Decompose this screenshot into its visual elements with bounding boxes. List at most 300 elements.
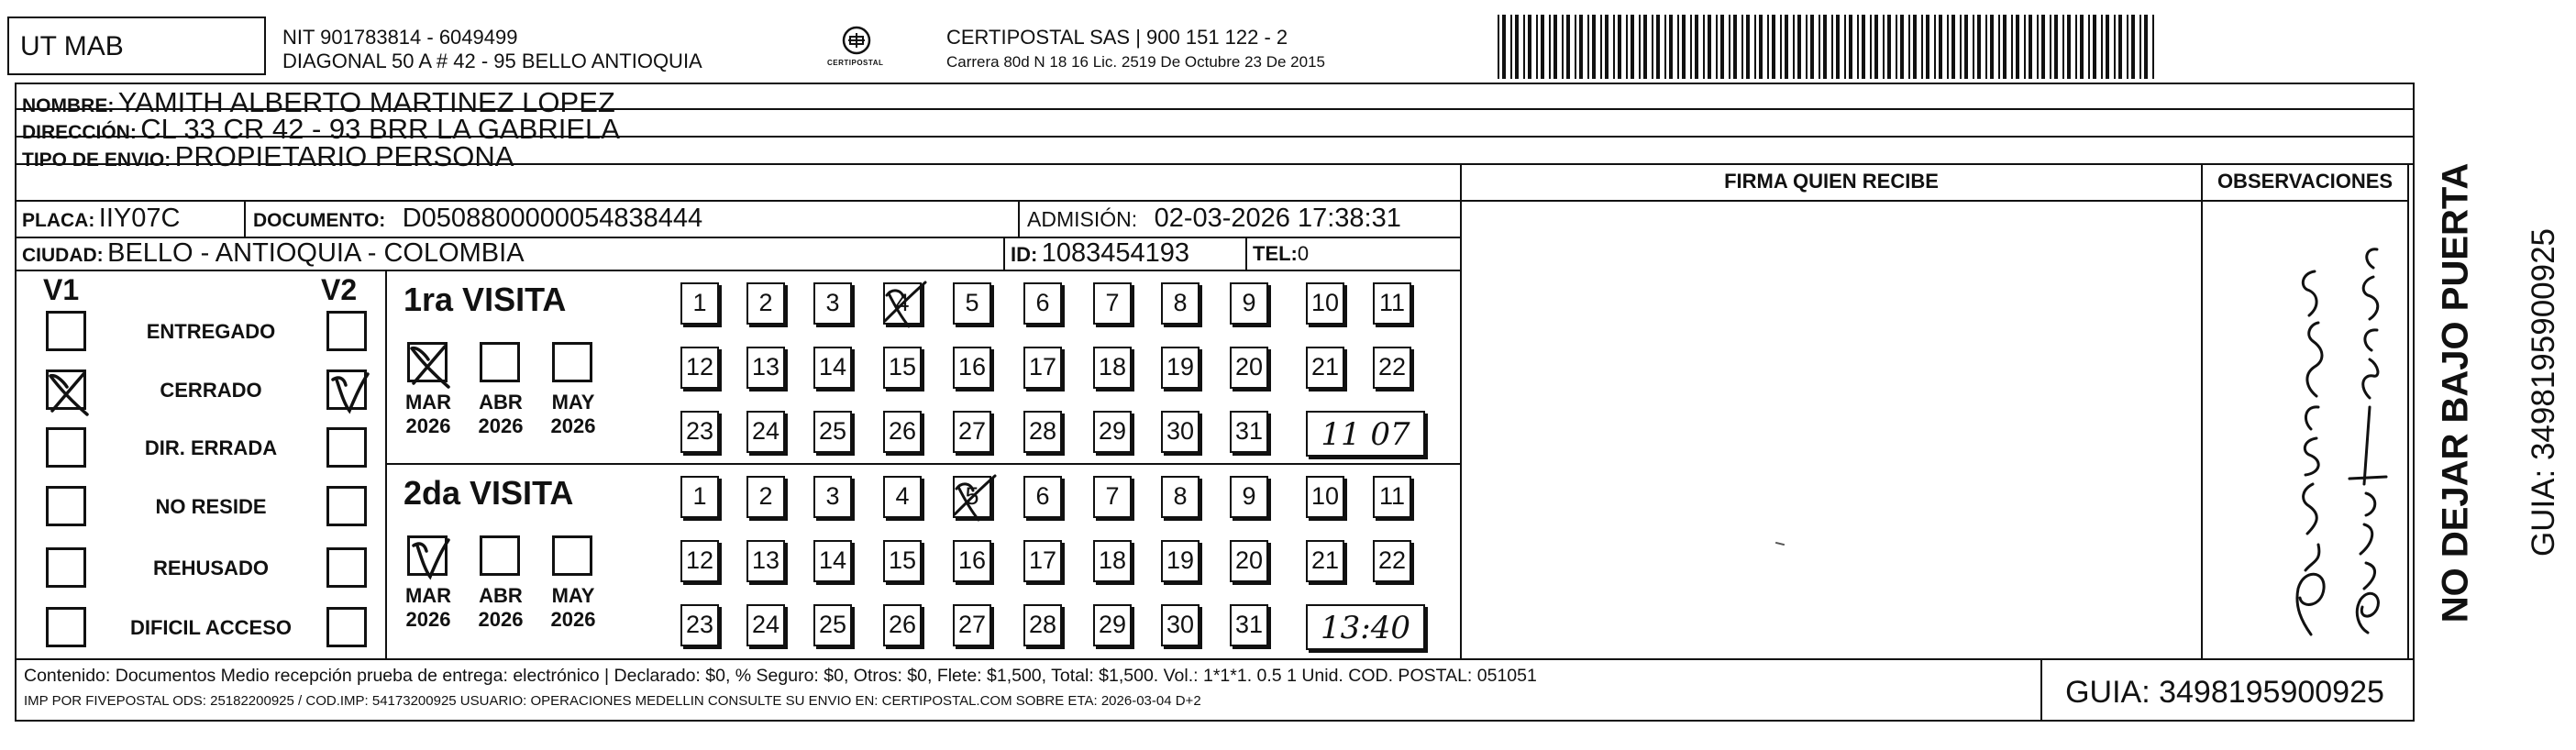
barcode-graphic: [1498, 15, 2158, 79]
month-checkbox[interactable]: [552, 342, 592, 382]
footer-guia: GUIA: 3498195900925: [2065, 675, 2384, 710]
day-number: 26: [888, 611, 917, 638]
v2-checkbox[interactable]: [326, 547, 367, 588]
month-name: MAR: [404, 584, 452, 607]
barcode-bar: [1733, 15, 1737, 79]
day-number: 14: [818, 546, 847, 574]
barcode-bar: [1669, 15, 1673, 79]
day-number: 1: [692, 289, 707, 316]
day-box[interactable]: [1373, 282, 1411, 325]
month-name: MAY: [551, 391, 595, 414]
barcode-bar: [2144, 15, 2148, 79]
day-number: 3: [825, 289, 840, 316]
day-number: 12: [685, 353, 714, 381]
day-number: 20: [1234, 353, 1264, 381]
barcode-bar: [1819, 15, 1820, 79]
day-number: 28: [1028, 611, 1057, 638]
day-box[interactable]: [1306, 540, 1344, 582]
certipostal-line2: Carrera 80d N 18 16 Lic. 2519 De Octubre 23 De 2015: [946, 53, 1325, 71]
tel-row: [1253, 242, 1309, 266]
day-number: 18: [1098, 353, 1127, 381]
day-box[interactable]: [953, 282, 991, 325]
day-number: 5: [965, 482, 979, 510]
day-number: 25: [818, 611, 847, 638]
observations-area[interactable]: [2203, 204, 2406, 656]
side-line1: NO DEJAR BAJO PUERTA: [2435, 162, 2476, 623]
barcode-bar: [1964, 15, 1968, 79]
status-option-label: NO RESIDE: [155, 495, 267, 518]
day-box[interactable]: [1023, 476, 1062, 518]
barcode-bar: [2054, 15, 2058, 79]
check-mark-icon: [324, 367, 375, 418]
month-name: ABR: [479, 584, 523, 607]
day-number: 31: [1234, 417, 1264, 445]
day-box[interactable]: [1230, 476, 1268, 518]
day-box[interactable]: [680, 476, 719, 518]
visit-title: 2da VISITA: [404, 474, 574, 512]
day-box[interactable]: [680, 411, 719, 453]
day-box[interactable]: [953, 476, 991, 518]
ciudad-value: BELLO - ANTIOQUIA - COLOMBIA: [107, 238, 525, 268]
v1-checkbox[interactable]: [46, 547, 86, 588]
day-number: 29: [1098, 611, 1127, 638]
barcode-bar: [1536, 15, 1538, 79]
day-number: 1: [692, 482, 707, 510]
barcode-bar: [1947, 15, 1949, 79]
day-box[interactable]: [1306, 347, 1344, 389]
day-box[interactable]: [680, 540, 719, 582]
month-label: [541, 584, 605, 632]
v2-checkbox[interactable]: [326, 427, 367, 468]
day-number: 2: [758, 289, 773, 316]
day-number: 7: [1105, 482, 1120, 510]
day-number: 10: [1310, 289, 1340, 316]
barcode-bar: [2029, 15, 2032, 79]
day-box[interactable]: [1373, 540, 1411, 582]
barcode-bar: [1759, 15, 1763, 79]
day-number: 8: [1173, 289, 1188, 316]
v2-checkbox[interactable]: [326, 607, 367, 647]
day-box[interactable]: [813, 347, 852, 389]
row-divider: [15, 200, 1462, 202]
documento-row: [253, 204, 702, 234]
id-value: 1083454193: [1041, 238, 1190, 268]
barcode-bar: [1708, 15, 1711, 79]
day-number: 23: [685, 417, 714, 445]
barcode-bar: [2088, 15, 2090, 79]
tipo-label: TIPO DE ENVIO:: [22, 149, 171, 171]
month-checkbox[interactable]: [407, 342, 448, 382]
status-option-label: DIFICIL ACCESO: [129, 616, 292, 639]
barcode-bar: [1797, 15, 1801, 79]
barcode-bar: [1502, 15, 1506, 79]
visit-time-handwritten: 11 07: [1321, 416, 1410, 453]
barcode-bar: [2106, 15, 2109, 79]
barcode-bar: [1510, 15, 1512, 79]
visit-time-box[interactable]: [1306, 411, 1425, 457]
barcode-bar: [1810, 15, 1814, 79]
day-number: 30: [1166, 417, 1195, 445]
day-box[interactable]: [1161, 282, 1200, 325]
month-checkbox[interactable]: [407, 535, 448, 576]
placa-value: IIY07C: [98, 204, 181, 233]
day-number: 24: [751, 417, 780, 445]
day-number: 18: [1098, 546, 1127, 574]
v1-label: V1: [43, 273, 80, 306]
day-box[interactable]: [883, 282, 922, 325]
day-box[interactable]: [1023, 282, 1062, 325]
barcode-bar: [1934, 15, 1936, 79]
month-year: 2026: [405, 414, 451, 437]
barcode-bar: [1849, 15, 1852, 79]
day-number: 22: [1377, 353, 1407, 381]
day-box[interactable]: [1373, 347, 1411, 389]
barcode-bar: [1587, 15, 1589, 79]
col-divider: [1003, 237, 1005, 270]
barcode-bar: [1677, 15, 1679, 79]
footer-line2: IMP POR FIVEPOSTAL ODS: 25182200925 / COD.IMP: 54173200925 USUARIO: OPERACIONES MEDELLIN CONSULTE SU ENVIO EN: CERTIPOSTAL.COM SOBRE ETA: 2026-03-04 D+2: [24, 693, 1201, 709]
barcode-bar: [2024, 15, 2026, 79]
barcode-bar: [1746, 15, 1750, 79]
v1-checkbox[interactable]: [46, 369, 86, 410]
month-name: MAY: [551, 584, 595, 607]
day-box[interactable]: [813, 604, 852, 646]
signature-dash: [1775, 542, 1785, 546]
day-box[interactable]: [883, 476, 922, 518]
barcode-bar: [1720, 15, 1724, 79]
company-address: DIAGONAL 50 A # 42 - 95 BELLO ANTIOQUIA: [282, 50, 702, 72]
id-label: ID:: [1011, 243, 1038, 266]
barcode-bar: [1951, 15, 1955, 79]
day-box[interactable]: [953, 411, 991, 453]
barcode-bar: [2118, 15, 2122, 79]
day-number: 21: [1310, 546, 1340, 574]
barcode-bar: [1639, 15, 1641, 79]
barcode-bar: [1921, 15, 1923, 79]
v2-label: V2: [321, 273, 358, 306]
barcode-bar: [1844, 15, 1846, 79]
month-year: 2026: [550, 414, 596, 437]
day-box[interactable]: [883, 540, 922, 582]
barcode-bar: [1939, 15, 1942, 79]
col-divider: [2407, 163, 2409, 658]
day-number: 24: [751, 611, 780, 638]
status-option-label: DIR. ERRADA: [144, 436, 278, 459]
tel-label: TEL:: [1253, 242, 1298, 265]
barcode-bar: [1926, 15, 1929, 79]
day-box[interactable]: [1161, 540, 1200, 582]
day-box[interactable]: [813, 476, 852, 518]
v1-checkbox[interactable]: [46, 427, 86, 468]
v1-checkbox[interactable]: [46, 486, 86, 526]
barcode-bar: [1985, 15, 1987, 79]
barcode-bar: [1600, 15, 1602, 79]
day-number: 5: [965, 289, 979, 316]
barcode-bar: [1862, 15, 1865, 79]
barcode-bar: [2075, 15, 2077, 79]
day-box[interactable]: [883, 411, 922, 453]
day-box[interactable]: [813, 540, 852, 582]
barcode-bar: [1605, 15, 1609, 79]
barcode-bar: [1515, 15, 1519, 79]
barcode-bar: [1541, 15, 1544, 79]
barcode-bar: [1613, 15, 1615, 79]
day-box[interactable]: [746, 604, 785, 646]
logo-text: CERTIPOSTAL: [827, 59, 884, 67]
day-box[interactable]: [1373, 476, 1411, 518]
certipostal-logo: [824, 24, 890, 75]
visit-time-box[interactable]: [1306, 604, 1425, 650]
barcode-bar: [2016, 15, 2019, 79]
day-number: 28: [1028, 417, 1057, 445]
day-box[interactable]: [813, 411, 852, 453]
side-text-container: [2417, 83, 2561, 722]
barcode-bar: [1682, 15, 1686, 79]
barcode-bar: [2003, 15, 2007, 79]
col-divider: [1460, 163, 1462, 658]
day-box[interactable]: [1306, 476, 1344, 518]
col-divider: [1018, 200, 1020, 237]
day-number: 10: [1310, 482, 1340, 510]
day-number: 17: [1028, 353, 1057, 381]
check-mark-icon: [43, 367, 94, 418]
day-number: 3: [825, 482, 840, 510]
v1-checkbox[interactable]: [46, 607, 86, 647]
barcode-bar: [1618, 15, 1621, 79]
day-box[interactable]: [1306, 282, 1344, 325]
month-label: [469, 391, 533, 438]
barcode-bar: [1874, 15, 1878, 79]
day-number: 13: [751, 546, 780, 574]
barcode-bar: [1900, 15, 1904, 79]
day-box[interactable]: [1023, 411, 1062, 453]
barcode-bar: [1887, 15, 1891, 79]
day-box[interactable]: [953, 347, 991, 389]
barcode-bar: [2080, 15, 2084, 79]
placa-row: [22, 204, 180, 234]
day-box[interactable]: [1230, 411, 1268, 453]
day-box[interactable]: [1093, 476, 1132, 518]
barcode-bar: [1626, 15, 1628, 79]
check-mark-icon: [404, 533, 456, 584]
day-box[interactable]: [1230, 347, 1268, 389]
day-number: 6: [1035, 289, 1050, 316]
barcode-bar: [1631, 15, 1634, 79]
day-number: 27: [957, 611, 987, 638]
day-number: 19: [1166, 546, 1195, 574]
barcode-bar: [1831, 15, 1833, 79]
day-number: 19: [1166, 353, 1195, 381]
certipostal-logo-icon: [824, 24, 890, 75]
day-box[interactable]: [680, 604, 719, 646]
row-divider: [385, 463, 1462, 465]
day-number: 21: [1310, 353, 1340, 381]
status-option-label: REHUSADO: [153, 557, 269, 579]
barcode-bar: [1741, 15, 1743, 79]
barcode-bar: [2067, 15, 2071, 79]
barcode-bar: [2152, 15, 2154, 79]
day-box[interactable]: [1093, 282, 1132, 325]
barcode-bar: [1549, 15, 1551, 79]
month-name: MAR: [404, 391, 452, 414]
day-number: 9: [1242, 482, 1256, 510]
day-box[interactable]: [746, 282, 785, 325]
barcode-bar: [2011, 15, 2013, 79]
day-box[interactable]: [1023, 347, 1062, 389]
day-box[interactable]: [883, 347, 922, 389]
day-number: 23: [685, 611, 714, 638]
day-number: 13: [751, 353, 780, 381]
day-number: 29: [1098, 417, 1127, 445]
day-box[interactable]: [1161, 476, 1200, 518]
day-number: 25: [818, 417, 847, 445]
day-box[interactable]: [680, 347, 719, 389]
day-box[interactable]: [1093, 540, 1132, 582]
barcode-bar: [1566, 15, 1570, 79]
admision-row: [1027, 204, 1401, 234]
check-mark-icon: [404, 339, 456, 391]
barcode-bar: [2101, 15, 2103, 79]
v2-checkbox[interactable]: [326, 311, 367, 351]
barcode-bar: [1960, 15, 1962, 79]
day-number: 27: [957, 417, 987, 445]
day-number: 7: [1105, 289, 1120, 316]
month-year: 2026: [478, 608, 524, 631]
direccion-label: DIRECCIÓN:: [22, 122, 137, 143]
barcode-bar: [1977, 15, 1981, 79]
nombre-label: NOMBRE:: [22, 95, 115, 116]
barcode-bar: [2127, 15, 2128, 79]
day-mark-icon: [881, 277, 929, 332]
v1-checkbox[interactable]: [46, 311, 86, 351]
barcode-bar: [1528, 15, 1531, 79]
day-number: 31: [1234, 611, 1264, 638]
ciudad-label: CIUDAD:: [22, 245, 104, 266]
tipo-row: [22, 140, 514, 173]
day-box[interactable]: [953, 540, 991, 582]
barcode-bar: [1767, 15, 1769, 79]
barcode-bar: [1793, 15, 1795, 79]
barcode-bar: [1836, 15, 1840, 79]
day-box[interactable]: [1161, 411, 1200, 453]
status-option-label: CERRADO: [160, 379, 262, 402]
day-box[interactable]: [1230, 282, 1268, 325]
day-box[interactable]: [1023, 604, 1062, 646]
barcode-bar: [2139, 15, 2141, 79]
visit-title: 1ra VISITA: [404, 281, 567, 318]
month-year: 2026: [405, 608, 451, 631]
day-number: 9: [1242, 289, 1256, 316]
day-box[interactable]: [746, 476, 785, 518]
barcode-bar: [2062, 15, 2064, 79]
day-number: 4: [895, 289, 910, 316]
barcode-bar: [1575, 15, 1576, 79]
v2-checkbox[interactable]: [326, 369, 367, 410]
day-box[interactable]: [1161, 604, 1200, 646]
day-number: 6: [1035, 482, 1050, 510]
day-number: 16: [957, 353, 987, 381]
day-box[interactable]: [746, 347, 785, 389]
day-box[interactable]: [1093, 347, 1132, 389]
month-checkbox[interactable]: [480, 342, 520, 382]
barcode-bar: [1772, 15, 1775, 79]
barcode-bar: [1780, 15, 1782, 79]
day-box[interactable]: [883, 604, 922, 646]
barcode-bar: [2131, 15, 2135, 79]
barcode-bar: [1913, 15, 1917, 79]
barcode-bar: [1579, 15, 1583, 79]
day-box[interactable]: [1230, 604, 1268, 646]
col-divider: [385, 270, 387, 658]
observaciones-header: OBSERVACIONES: [2217, 170, 2394, 193]
month-checkbox[interactable]: [480, 535, 520, 576]
company-name: UT MAB: [20, 31, 124, 61]
barcode-bar: [1870, 15, 1872, 79]
tel-value: 0: [1297, 242, 1310, 265]
day-number: 11: [1378, 289, 1406, 316]
barcode-bar: [1990, 15, 1994, 79]
day-box[interactable]: [1230, 540, 1268, 582]
day-box[interactable]: [1023, 540, 1062, 582]
signature-area[interactable]: [1464, 204, 2199, 656]
barcode-bar: [1998, 15, 2000, 79]
day-number: 2: [758, 482, 773, 510]
day-box[interactable]: [746, 411, 785, 453]
day-box[interactable]: [746, 540, 785, 582]
day-number: 15: [888, 546, 917, 574]
barcode-bar: [1883, 15, 1885, 79]
day-box[interactable]: [1093, 604, 1132, 646]
v2-checkbox[interactable]: [326, 486, 367, 526]
barcode-bar: [1592, 15, 1596, 79]
barcode-bar: [1896, 15, 1897, 79]
admision-value: 02-03-2026 17:38:31: [1154, 204, 1401, 233]
day-box[interactable]: [680, 282, 719, 325]
visit-time-handwritten: 13:40: [1321, 610, 1410, 646]
day-number: 22: [1377, 546, 1407, 574]
month-year: 2026: [550, 608, 596, 631]
barcode-bar: [1498, 15, 1499, 79]
day-box[interactable]: [953, 604, 991, 646]
month-label: [396, 391, 460, 438]
barcode-bar: [1806, 15, 1808, 79]
month-year: 2026: [478, 414, 524, 437]
certipostal-line1: CERTIPOSTAL SAS | 900 151 122 - 2: [946, 26, 1288, 49]
barcode-bar: [2041, 15, 2045, 79]
nombre-value: YAMITH ALBERTO MARTINEZ LOPEZ: [117, 86, 615, 118]
barcode-bar: [2093, 15, 2096, 79]
day-box[interactable]: [1161, 347, 1200, 389]
barcode-bar: [1785, 15, 1788, 79]
col-divider: [1245, 237, 1247, 270]
barcode-bar: [1823, 15, 1827, 79]
day-number: 16: [957, 546, 987, 574]
day-number: 4: [895, 482, 910, 510]
nit-text: NIT 901783814 - 6049499: [282, 26, 518, 49]
day-number: 17: [1028, 546, 1057, 574]
ciudad-row: [22, 238, 525, 269]
placa-label: PLACA:: [22, 210, 95, 231]
month-name: ABR: [479, 391, 523, 414]
barcode-bar: [1703, 15, 1705, 79]
day-box[interactable]: [813, 282, 852, 325]
month-checkbox[interactable]: [552, 535, 592, 576]
day-number: 30: [1166, 611, 1195, 638]
day-number: 15: [888, 353, 917, 381]
day-box[interactable]: [1093, 411, 1132, 453]
month-label: [541, 391, 605, 438]
barcode-bar: [1652, 15, 1653, 79]
